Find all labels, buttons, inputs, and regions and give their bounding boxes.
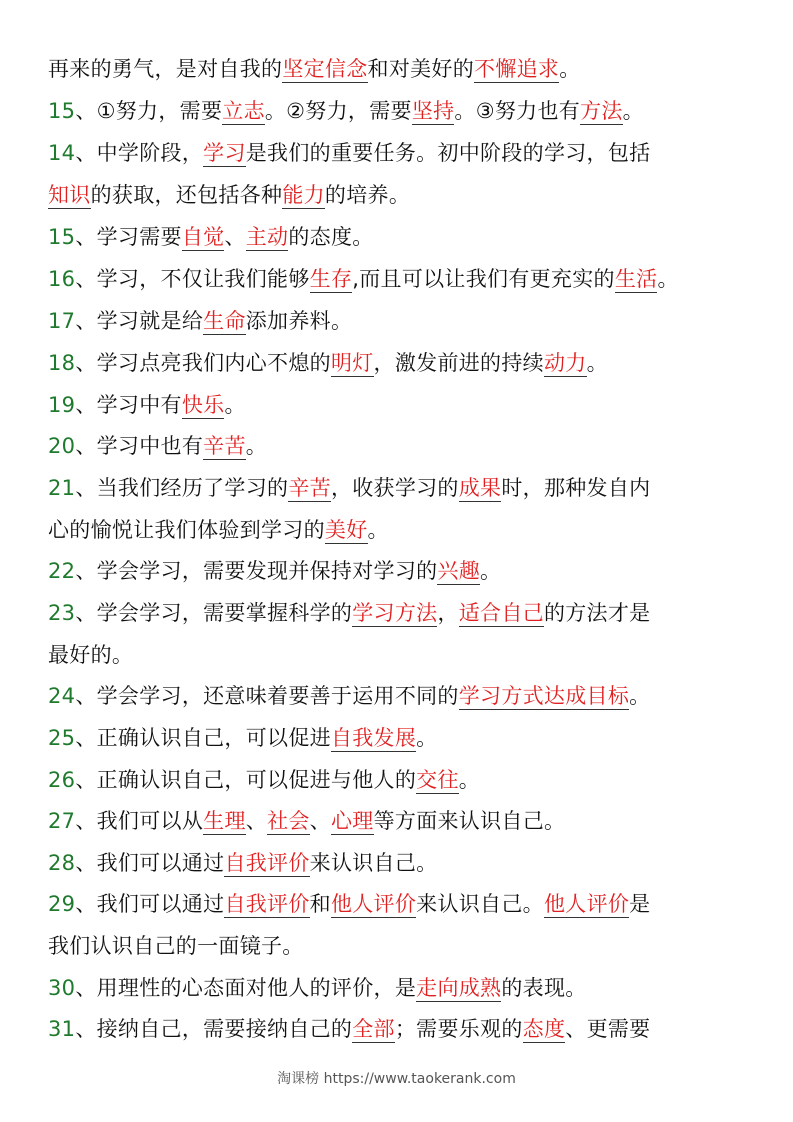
- answer-highlight: 态度: [522, 1017, 566, 1041]
- text-segment: 、学习点亮我们内心不熄的: [75, 351, 331, 375]
- text-segment: 、中学阶段，: [75, 141, 204, 165]
- item-number: 14: [48, 141, 76, 165]
- answer-highlight: 生存: [309, 267, 353, 291]
- text-line: [48, 1014, 788, 1044]
- text-line: [48, 390, 788, 420]
- text-segment: 、更需要: [565, 1017, 651, 1041]
- text-segment: 、学会学习，需要发现并保持对学习的: [75, 559, 438, 583]
- item-number: 18: [48, 351, 76, 375]
- text-segment: ，激发前进的持续: [373, 351, 544, 375]
- text-segment: 我们认识自己的一面镜子。: [48, 934, 304, 958]
- text-line: [48, 138, 788, 168]
- text-segment: 、用理性的心态面对他人的评价，是: [75, 976, 417, 1000]
- answer-highlight: 全部: [352, 1017, 395, 1041]
- answer-highlight: 兴趣: [437, 559, 481, 583]
- text-segment: 、当我们经历了学习的: [75, 476, 289, 500]
- text-line: [48, 54, 788, 84]
- text-line: [48, 306, 788, 336]
- text-segment: 。: [629, 684, 651, 708]
- text-segment: 、我们可以从: [75, 809, 204, 833]
- answer-highlight: 交往: [416, 768, 459, 792]
- answer-highlight: 生活: [614, 267, 658, 291]
- text-line: [48, 598, 788, 628]
- text-segment: ；需要乐观的: [394, 1017, 523, 1041]
- text-segment: 最好的。: [48, 643, 134, 667]
- item-number: 16: [48, 267, 76, 291]
- answer-highlight: 走向成熟: [416, 976, 502, 1000]
- text-line: [48, 640, 788, 670]
- answer-highlight: 生命: [203, 309, 246, 333]
- answer-highlight: 自觉: [181, 225, 225, 249]
- answer-highlight: 坚定信念: [282, 57, 368, 81]
- text-segment: 再来的勇气，是对自我的: [48, 57, 283, 81]
- item-number: 19: [48, 393, 76, 417]
- text-line: [48, 431, 788, 461]
- answer-highlight: 学习: [203, 141, 246, 165]
- answer-highlight: 社会: [267, 809, 310, 833]
- answer-highlight: 他人评价: [543, 892, 630, 916]
- text-segment: 的获取，还包括各种: [90, 183, 283, 207]
- text-segment: 、学习就是给: [75, 309, 204, 333]
- text-line: [48, 806, 788, 836]
- answer-highlight: 辛苦: [203, 434, 246, 458]
- text-segment: 。: [559, 57, 581, 81]
- answer-highlight: 方法: [580, 99, 623, 123]
- text-segment: 、接纳自己，需要接纳自己的: [75, 1017, 353, 1041]
- text-segment: 的培养。: [324, 183, 411, 207]
- answer-highlight: 学习方法: [352, 601, 438, 625]
- text-segment: 等方面来认识自己。: [373, 809, 566, 833]
- answer-highlight: 自我评价: [224, 892, 310, 916]
- text-line: [48, 515, 788, 545]
- text-line: [48, 556, 788, 586]
- text-line: [48, 348, 788, 378]
- answer-highlight: 主动: [245, 225, 289, 249]
- text-line: [48, 96, 788, 126]
- text-segment: ，: [437, 601, 459, 625]
- text-segment: 、学会学习，需要掌握科学的: [75, 601, 353, 625]
- text-line: [48, 889, 788, 919]
- text-segment: 心的愉悦让我们体验到学习的: [48, 518, 325, 542]
- text-segment: 、: [245, 809, 268, 833]
- answer-highlight: 成果: [458, 476, 502, 500]
- answer-highlight: 立志: [222, 99, 265, 123]
- text-segment: ,而且可以让我们有更充实的: [352, 267, 615, 291]
- text-segment: 、我们可以通过: [75, 851, 225, 875]
- item-number: 20: [48, 434, 76, 458]
- text-line: [48, 180, 788, 210]
- answer-highlight: 快乐: [181, 393, 225, 417]
- text-segment: 。③努力也有: [454, 99, 581, 123]
- text-segment: 来认识自己。: [309, 851, 438, 875]
- text-line: [48, 681, 788, 711]
- answer-highlight: 他人评价: [330, 892, 417, 916]
- text-segment: 。: [480, 559, 502, 583]
- answer-highlight: 学习方式达成目标: [458, 684, 630, 708]
- text-segment: 。: [245, 434, 268, 458]
- text-segment: 。: [416, 726, 438, 750]
- text-segment: 和对美好的: [367, 57, 475, 81]
- item-number: 31: [48, 1017, 76, 1041]
- text-segment: 的方法才是: [543, 601, 651, 625]
- text-segment: 是我们的重要任务。初中阶段的学习，包括: [245, 141, 651, 165]
- text-segment: 。: [224, 393, 246, 417]
- answer-highlight: 自我发展: [330, 726, 417, 750]
- text-line: [48, 222, 788, 252]
- answer-highlight: 坚持: [411, 99, 455, 123]
- item-number: 28: [48, 851, 76, 875]
- text-segment: 、: [309, 809, 331, 833]
- item-number: 15: [48, 225, 76, 249]
- text-segment: 时，那种发自内: [501, 476, 651, 500]
- item-number: 21: [48, 476, 76, 500]
- text-line: [48, 848, 788, 878]
- item-number: 30: [48, 976, 76, 1000]
- answer-highlight: 不懈追求: [474, 57, 560, 81]
- text-line: [48, 473, 788, 503]
- text-segment: 和: [309, 892, 331, 916]
- text-segment: 。: [586, 351, 608, 375]
- text-line: [48, 765, 788, 795]
- footer-watermark: 淘课榜 https://www.taokerank.com: [277, 1071, 516, 1087]
- item-number: 25: [48, 726, 76, 750]
- answer-highlight: 知识: [48, 183, 91, 207]
- answer-highlight: 生理: [203, 809, 246, 833]
- text-line: [48, 723, 788, 753]
- text-segment: 、学习，不仅让我们能够: [75, 267, 310, 291]
- text-line: [48, 264, 788, 294]
- text-segment: ，收获学习的: [330, 476, 459, 500]
- text-segment: 来认识自己。: [416, 892, 544, 916]
- text-segment: 。②努力，需要: [264, 99, 412, 123]
- answer-highlight: 能力: [282, 183, 325, 207]
- text-segment: 、学习中有: [75, 393, 182, 417]
- answer-highlight: 适合自己: [458, 601, 544, 625]
- text-segment: 、: [224, 225, 246, 249]
- item-number: 24: [48, 684, 76, 708]
- text-segment: 、学习中也有: [75, 434, 204, 458]
- text-segment: 。: [458, 768, 481, 792]
- answer-highlight: 明灯: [330, 351, 374, 375]
- item-number: 22: [48, 559, 76, 583]
- text-segment: 的态度。: [288, 225, 374, 249]
- item-number: 17: [48, 309, 76, 333]
- text-segment: 添加养料。: [245, 309, 353, 333]
- item-number: 15: [48, 99, 76, 123]
- answer-highlight: 动力: [543, 351, 587, 375]
- item-number: 26: [48, 768, 76, 792]
- item-number: 27: [48, 809, 76, 833]
- item-number: 23: [48, 601, 76, 625]
- text-segment: 的表现。: [501, 976, 587, 1000]
- answer-highlight: 自我评价: [224, 851, 310, 875]
- text-segment: 。: [622, 99, 644, 123]
- text-segment: 、正确认识自己，可以促进: [75, 726, 331, 750]
- text-line: [48, 973, 788, 1003]
- text-segment: 是: [629, 892, 651, 916]
- text-segment: 、学会学习，还意味着要善于运用不同的: [75, 684, 459, 708]
- text-segment: 、学习需要: [75, 225, 182, 249]
- answer-highlight: 心理: [330, 809, 374, 833]
- text-line: [48, 931, 788, 961]
- text-segment: 、①努力，需要: [75, 99, 223, 123]
- text-segment: 。: [657, 267, 679, 291]
- item-number: 29: [48, 892, 76, 916]
- answer-highlight: 美好: [324, 518, 368, 542]
- text-segment: 、正确认识自己，可以促进与他人的: [75, 768, 417, 792]
- answer-highlight: 辛苦: [288, 476, 331, 500]
- text-segment: 、我们可以通过: [75, 892, 225, 916]
- text-segment: 。: [367, 518, 389, 542]
